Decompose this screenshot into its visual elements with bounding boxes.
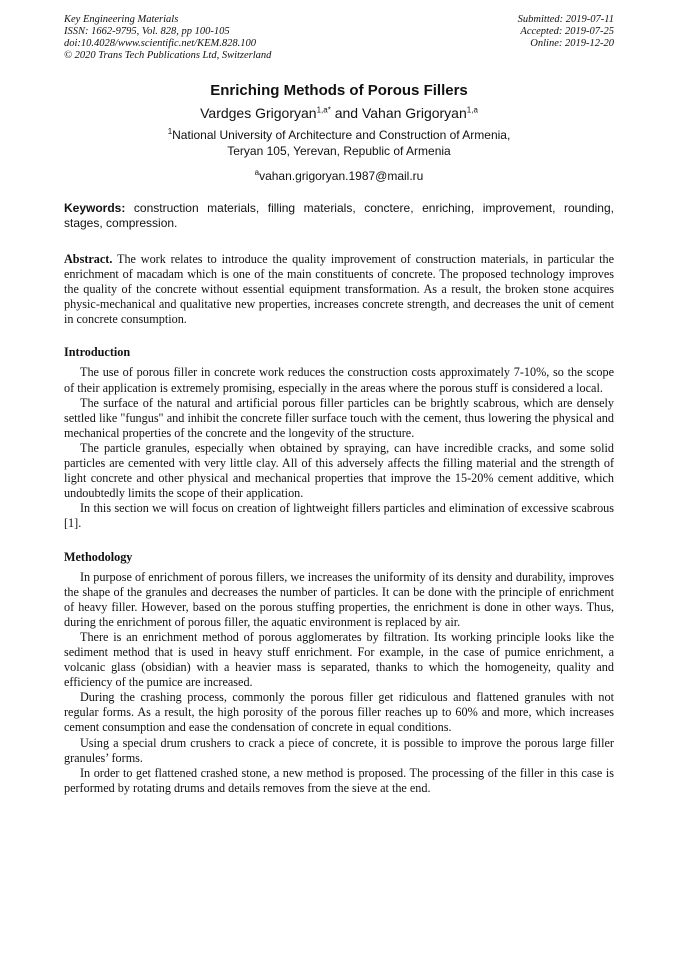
keywords-text: construction materials, filling materials, conctere, enriching, improvement, rounding, stages, compression. xyxy=(64,201,614,230)
email-address: vahan.grigoryan.1987@mail.ru xyxy=(259,169,424,183)
author-1-affiliation-mark: 1,a* xyxy=(316,105,331,115)
accepted-date: Accepted: 2019-07-25 xyxy=(520,26,614,37)
issn-line: ISSN: 1662-9795, Vol. 828, pp 100-105 xyxy=(64,26,230,37)
abstract-label: Abstract. xyxy=(64,252,113,266)
doi-line: doi:10.4028/www.scientific.net/KEM.828.100 xyxy=(64,38,256,49)
introduction-heading: Introduction xyxy=(64,345,131,360)
methodology-paragraph-5: In order to get flattened crashed stone, a new method is proposed. The processing of the filler in this case is performed by rotating drums and details removes from the sieve at the end. xyxy=(64,765,614,795)
methodology-paragraph-1: In purpose of enrichment of porous fillers, we increases the uniformity of its density and durability, improves the shape of the granules and decreases the number of particles. It can be done with the principle of enrichment of heavy filler. However, based on the porous stuffing properties, the enrichment is done in other ways. Thus, during the enrichment of porous filler, the aquatic environment is replaced by air. xyxy=(64,569,614,629)
header-right xyxy=(518,14,614,62)
methodology-paragraph-2: There is an enrichment method of porous agglomerates by filtration. Its working principle looks like the sediment method that is used in heavy stuff enrichment. For example, in the case of pumice enrichment, a volcanic glass (obsidian) with a heavier mass is separated, thanks to which the homogeneity, quality and efficiency of the pumice are increased. xyxy=(64,629,614,690)
copyright-line: © 2020 Trans Tech Publications Ltd, Switzerland xyxy=(64,50,272,61)
affiliation-line-1: $^1$National University of Architecture and Construction of Armenia, xyxy=(167,127,511,142)
affiliation-line-2: Teryan 105, Yerevan, Republic of Armenia xyxy=(227,144,451,158)
affiliation xyxy=(64,127,614,159)
author-email xyxy=(64,169,614,184)
email-mark: a xyxy=(254,168,260,177)
submitted-date: Submitted: 2019-07-11 xyxy=(517,14,614,25)
paper-title: Enriching Methods of Porous Fillers xyxy=(210,82,468,99)
journal-header xyxy=(64,14,614,62)
methodology-heading: Methodology xyxy=(64,549,133,564)
abstract-text: The work relates to introduce the quality improvement of construction materials, in particular the enrichment of macadam which is one of the main constituents of concrete. The proposed technology improves the quality of the concrete without essential equipment transformation. As a result, the broken stone acquires physic-mechanical and qualitative new properties, increases concrete strength, and decreases the unit of cement in concrete consumption. xyxy=(64,252,614,327)
author-joiner: and xyxy=(330,105,362,121)
keywords-label: Keywords: xyxy=(64,201,126,215)
methodology-paragraph-3: During the crashing process, commonly the porous filler get ridiculous and flattened granules with not regular forms. As a result, the high porosity of the porous filler reaches up to 60% and more, which increases cement consumption and ease the condensation of concrete in equal conditions. xyxy=(64,690,614,735)
affiliation-mark: 1 xyxy=(167,127,173,136)
author-2-affiliation-mark: 1,a xyxy=(466,105,478,115)
introduction-paragraph-4: In this section we will focus on creation of lightweight fillers particles and elimination of excessive scabrous [1]. xyxy=(64,501,614,531)
journal-name: Key Engineering Materials xyxy=(64,14,179,25)
methodology-paragraph-4: Using a special drum crushers to crack a piece of concrete, it is possible to improve the porous large filler granules’ forms. xyxy=(64,735,614,765)
introduction-paragraph-1: The use of porous filler in concrete work reduces the construction costs approximately 7-10%, so the scope of their application is extremely promising, especially in the areas where the porous stuff is considered a local. xyxy=(64,365,614,395)
author-2: Vahan Grigoryan xyxy=(361,105,467,121)
keywords-block xyxy=(64,201,614,231)
introduction-paragraph-2: The surface of the natural and artificial porous filler particles can be brightly scabrous, which are densely settled like "fungus" and inhibit the concrete filler surface touch with the cement, thus lowering the physical and mechanical properties of the concrete and the longevity of the structure. xyxy=(64,395,614,440)
paper-page xyxy=(64,14,614,796)
author-list xyxy=(64,104,614,122)
abstract-block xyxy=(64,252,614,327)
introduction-paragraph-3: The particle granules, especially when obtained by spraying, can have incredible cracks, and some solid particles are cemented with very little clay. All of this adversely affects the filling material and the strength of light concrete and other physical and mechanical properties that improve the 15-20% cement additive, which undoubtedly limits the scope of their application. xyxy=(64,440,614,501)
author-1: Vardges Grigoryan xyxy=(200,105,317,121)
online-date: Online: 2019-12-20 xyxy=(530,38,614,49)
header-left xyxy=(64,14,271,62)
